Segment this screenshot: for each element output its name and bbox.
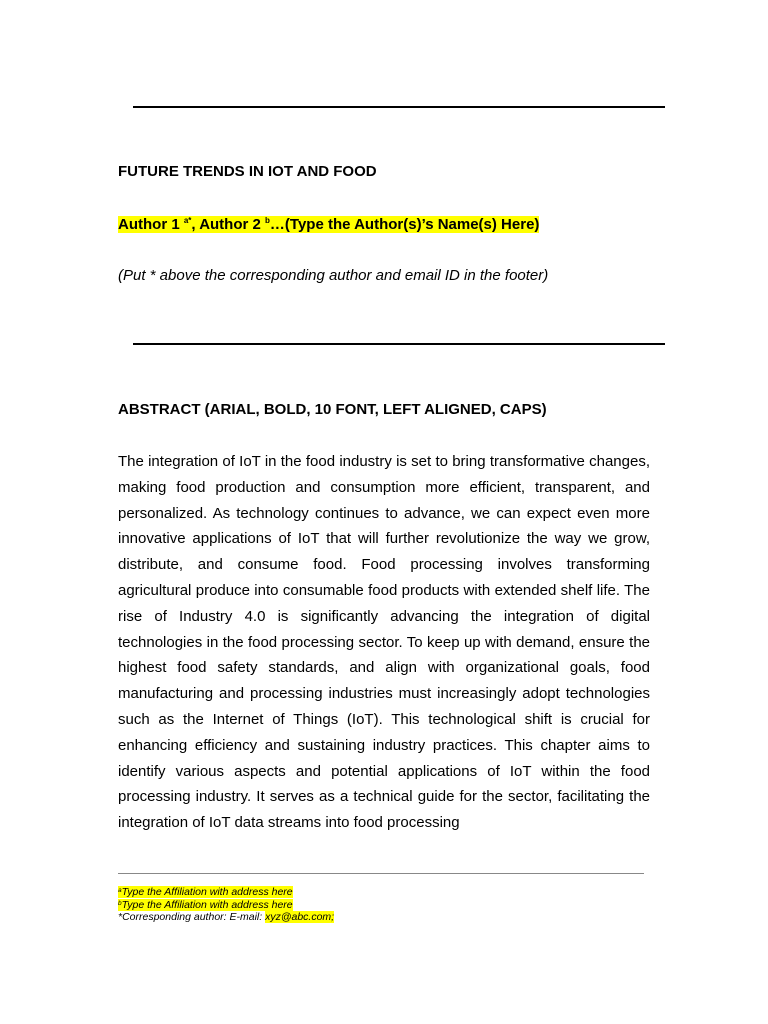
footnote-affiliation-a-highlight bbox=[118, 886, 293, 898]
footnote-corresponding-author bbox=[118, 911, 334, 924]
footnote-affiliation-b-highlight bbox=[118, 899, 293, 911]
corresponding-author-label: *Corresponding author: E-mail: bbox=[118, 911, 266, 923]
author-separator: , bbox=[191, 216, 200, 233]
abstract-body: The integration of IoT in the food industry is set to bring transformative changes, making food production and consumption more efficient, transparent, and personalized. As technology continues to advance, we can expect even more innovative applications of IoT that will further revolutionize the way we grow, distribute, and consume food. Food processing involves transforming agricultural produce into consumable food products with extended shelf life. The rise of Industry 4.0 is significantly advancing the integration of digital technologies in the food processing sector. To keep up with demand, ensure the highest food safety standards, and align with organizational goals, food manufacturing and processing industries must increasingly adopt technologies such as the Internet of Things (IoT). This technological shift is crucial for enhancing efficiency and sustaining industry practices. This chapter aims to identify various aspects and potential applications of IoT within the food processing industry. It serves as a technical guide for the sector, facilitating the integration of IoT data streams into food processing bbox=[118, 453, 650, 832]
author-instruction-note: (Put * above the corresponding author and email ID in the footer) bbox=[118, 267, 549, 284]
author-2-superscript: b bbox=[265, 216, 270, 225]
footnote-b-marker: b bbox=[118, 899, 122, 907]
author-2-name: Author 2 bbox=[199, 216, 261, 233]
chapter-title: FUTURE TRENDS IN IOT AND FOOD bbox=[118, 163, 377, 180]
author-line bbox=[118, 216, 539, 233]
footnote-a-text: Type the Affiliation with address here bbox=[121, 886, 293, 898]
header-rule-bottom bbox=[133, 343, 665, 345]
footnote-a-marker: a bbox=[118, 887, 122, 894]
abstract-heading: ABSTRACT (ARIAL, BOLD, 10 FONT, LEFT ALIGNED, CAPS) bbox=[118, 401, 547, 418]
author-line-highlight bbox=[118, 216, 539, 233]
footnotes bbox=[118, 886, 334, 924]
corresponding-author-email[interactable]: xyz@abc.com; bbox=[265, 911, 335, 923]
footnote-separator bbox=[118, 873, 644, 874]
header-rule-top bbox=[133, 106, 665, 108]
author-1-name: Author 1 bbox=[118, 216, 180, 233]
footnote-affiliation-b bbox=[118, 899, 334, 912]
author-placeholder-text: …(Type the Author(s)’s Name(s) Here) bbox=[269, 216, 540, 233]
footnote-b-text: Type the Affiliation with address here bbox=[121, 898, 293, 911]
footnote-affiliation-a bbox=[118, 886, 334, 899]
author-1-superscript: a* bbox=[183, 216, 192, 225]
